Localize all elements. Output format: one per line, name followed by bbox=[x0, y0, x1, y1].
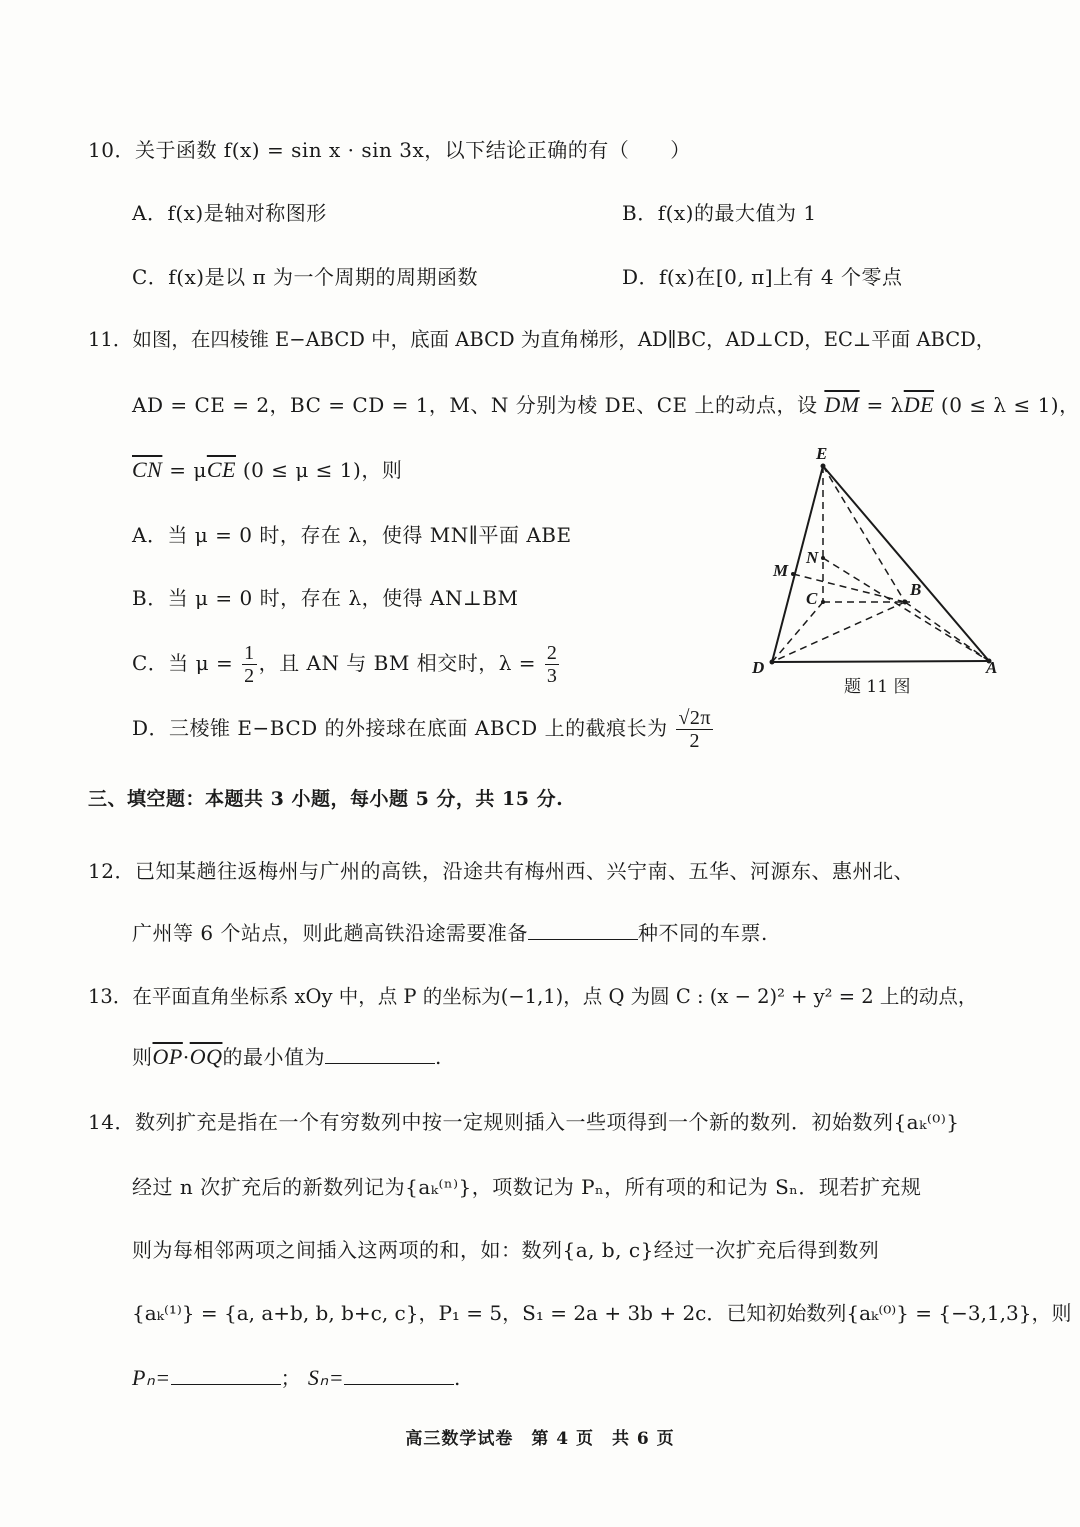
text: 种不同的车票. bbox=[637, 921, 768, 945]
q12-line1: 12．已知某趟往返梅州与广州的高铁，沿途共有梅州西、兴宁南、五华、河源东、惠州北、 bbox=[88, 859, 914, 883]
q13-line2 bbox=[132, 1043, 442, 1071]
text: C．当 μ = bbox=[132, 651, 234, 675]
q14-line1: 14．数列扩充是指在一个有穷数列中按一定规则插入一些项得到一个新的数列．初始数列{aₖ⁽⁰⁾} bbox=[88, 1110, 960, 1134]
fraction bbox=[676, 707, 713, 752]
label-c: C bbox=[806, 589, 818, 608]
numerator: √2π bbox=[678, 707, 712, 729]
q11-option-c bbox=[132, 638, 561, 688]
answer-blank-sn[interactable] bbox=[344, 1364, 454, 1385]
q14-line4: {aₖ⁽¹⁾} = {a, a+b, b, b+c, c}，P₁ = 5，S₁ = 2a + 3b + 2c．已知初始数列{aₖ⁽⁰⁾} = {−3,1,3}，则 bbox=[132, 1301, 1072, 1325]
fraction bbox=[242, 642, 257, 687]
q10-option-c: C．f(x)是以 π 为一个周期的周期函数 bbox=[132, 265, 478, 289]
vector-cn: $\overline{CN}$ bbox=[132, 457, 163, 482]
label-m: M bbox=[773, 561, 789, 580]
text: Pₙ= bbox=[132, 1365, 171, 1390]
text: D．三棱锥 E−BCD 的外接球在底面 ABCD 上的截痕长为 bbox=[132, 716, 668, 740]
vector-op: $\overline{OP}$ bbox=[152, 1044, 183, 1069]
q10-option-b: B．f(x)的最大值为 1 bbox=[622, 201, 817, 225]
text: · bbox=[182, 1045, 190, 1069]
edge-da bbox=[772, 661, 989, 662]
q11-stem-line2 bbox=[132, 391, 1080, 419]
q14-line2: 经过 n 次扩充后的新数列记为{aₖ⁽ⁿ⁾}，项数记为 Pₙ，所有项的和记为 Sₙ．现若扩充规 bbox=[132, 1175, 922, 1199]
q14-line5 bbox=[132, 1364, 461, 1392]
vector-dm: $\overline{DM}$ bbox=[824, 392, 860, 417]
q11-option-d bbox=[132, 703, 715, 753]
answer-blank[interactable] bbox=[528, 919, 638, 940]
text: = μ bbox=[162, 458, 207, 482]
text: (0 ≤ λ ≤ 1)， bbox=[934, 393, 1080, 417]
q11-stem-line3 bbox=[132, 456, 402, 484]
text: ； bbox=[280, 1366, 302, 1390]
denominator: 2 bbox=[689, 730, 700, 752]
section-heading: 三、填空题：本题共 3 小题，每小题 5 分，共 15 分. bbox=[88, 788, 564, 810]
q14-line3: 则为每相邻两项之间插入这两项的和，如：数列{a, b, c}经过一次扩充后得到数列 bbox=[132, 1238, 880, 1262]
numerator: 1 bbox=[244, 642, 255, 664]
denominator: 3 bbox=[546, 665, 558, 687]
q12-line2 bbox=[132, 919, 768, 947]
text: Sₙ= bbox=[307, 1365, 345, 1390]
segment-na bbox=[823, 558, 989, 661]
label-n: N bbox=[806, 548, 819, 567]
numerator: 2 bbox=[546, 642, 558, 664]
text: ，且 AN 与 BM 相交时，λ = bbox=[258, 651, 536, 675]
q10-stem: 10．关于函数 f(x) = sin x · sin 3x，以下结论正确的有（ ） bbox=[88, 138, 691, 162]
edge-ea bbox=[823, 466, 989, 661]
vector-oq: $\overline{OQ}$ bbox=[189, 1044, 223, 1069]
answer-blank-pn[interactable] bbox=[171, 1364, 281, 1385]
page-footer: 高三数学试卷 第 4 页 共 6 页 bbox=[405, 1429, 675, 1449]
q11-option-b: B．当 μ = 0 时，存在 λ，使得 AN⊥BM bbox=[132, 586, 519, 610]
label-b: B bbox=[910, 580, 922, 599]
text: . bbox=[434, 1045, 442, 1069]
vector-de: $\overline{DE}$ bbox=[903, 392, 935, 417]
answer-blank[interactable] bbox=[325, 1043, 435, 1064]
edge-bd bbox=[772, 602, 905, 662]
label-a: A bbox=[986, 658, 998, 677]
q10-option-d: D．f(x)在[0, π]上有 4 个零点 bbox=[622, 265, 903, 289]
q13-line1: 13．在平面直角坐标系 xOy 中，点 P 的坐标为(−1,1)，点 Q 为圆 C : (x − 2)² + y² = 2 上的动点， bbox=[88, 985, 978, 1008]
edge-eb bbox=[823, 466, 905, 602]
denominator: 2 bbox=[244, 665, 255, 687]
q11-option-a: A．当 μ = 0 时，存在 λ，使得 MN∥平面 ABE bbox=[132, 523, 572, 547]
fraction bbox=[545, 642, 560, 687]
text: 广州等 6 个站点，则此趟高铁沿途需要准备 bbox=[132, 921, 528, 945]
q11-stem-line1: 11．如图，在四棱锥 E−ABCD 中，底面 ABCD 为直角梯形，AD∥BC，AD⊥CD，EC⊥平面 ABCD， bbox=[88, 328, 996, 351]
vector-ce: $\overline{CE}$ bbox=[206, 457, 236, 482]
label-e: E bbox=[816, 444, 828, 463]
text: 的最小值为 bbox=[222, 1045, 325, 1069]
text: = λ bbox=[859, 393, 904, 417]
text: AD = CE = 2，BC = CD = 1，M、N 分别为棱 DE、CE 上的动点，设 bbox=[132, 393, 825, 417]
text: (0 ≤ μ ≤ 1)，则 bbox=[235, 458, 403, 482]
text: 则 bbox=[132, 1045, 153, 1069]
label-d: D bbox=[752, 658, 765, 677]
text: . bbox=[454, 1366, 461, 1390]
figure-caption: 题 11 图 bbox=[844, 677, 911, 697]
q10-option-a: A．f(x)是轴对称图形 bbox=[132, 201, 327, 225]
